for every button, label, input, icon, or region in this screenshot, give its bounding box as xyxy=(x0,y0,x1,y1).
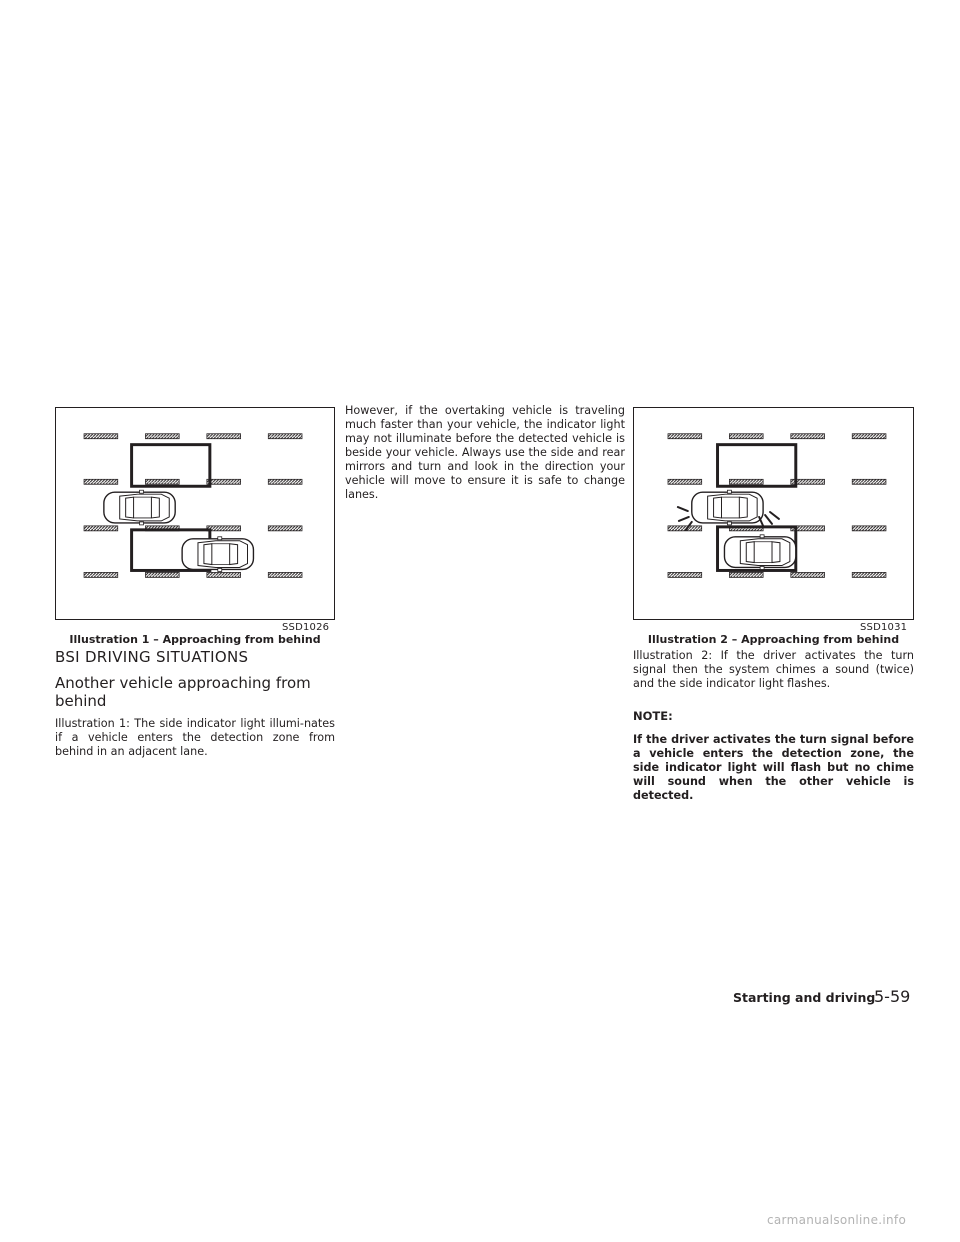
note-text: If the driver activates the turn signal before a vehicle enters the detection zone, the side indicator light will flash but no chime will sound when the other vehicle is detected. xyxy=(633,733,914,802)
note-label: NOTE: xyxy=(633,709,673,723)
illustration-2-caption: Illustration 2 – Approaching from behind xyxy=(647,633,900,646)
watermark-text: carmanualsonline.info xyxy=(767,1213,907,1227)
illustration-1-drawing xyxy=(56,408,334,619)
illustration-1-caption: Illustration 1 – Approaching from behind xyxy=(69,633,321,646)
illustration-1-code: SSD1026 xyxy=(282,622,330,633)
illustration-1 xyxy=(55,407,335,620)
paragraph-overtaking-warning: However, if the overtaking vehicle is traveling much faster than your vehicle, the indicator light may not illuminate before the detected vehicle is beside your vehicle. Always use the side and rear mirrors and turn and look in the direction your vehicle will move to ensure it is safe to change lanes. xyxy=(345,404,625,501)
illustration-2 xyxy=(633,407,914,620)
footer-section-title: Starting and driving xyxy=(733,990,876,1005)
subsection-title: Another vehicle approaching from behind xyxy=(55,674,311,710)
paragraph-illustration-1: Illustration 1: The side indicator light illumi-nates if a vehicle enters the detection zone from behind in an adjacent lane. xyxy=(55,717,335,758)
illustration-2-drawing xyxy=(634,408,913,619)
illustration-2-code: SSD1031 xyxy=(860,622,908,633)
paragraph-illustration-2: Illustration 2: If the driver activates the turn signal then the system chimes a sound (twice) and the side indicator light flashes. xyxy=(633,649,914,690)
section-title: BSI DRIVING SITUATIONS xyxy=(55,648,249,666)
footer-page-number: 5-59 xyxy=(874,987,911,1006)
